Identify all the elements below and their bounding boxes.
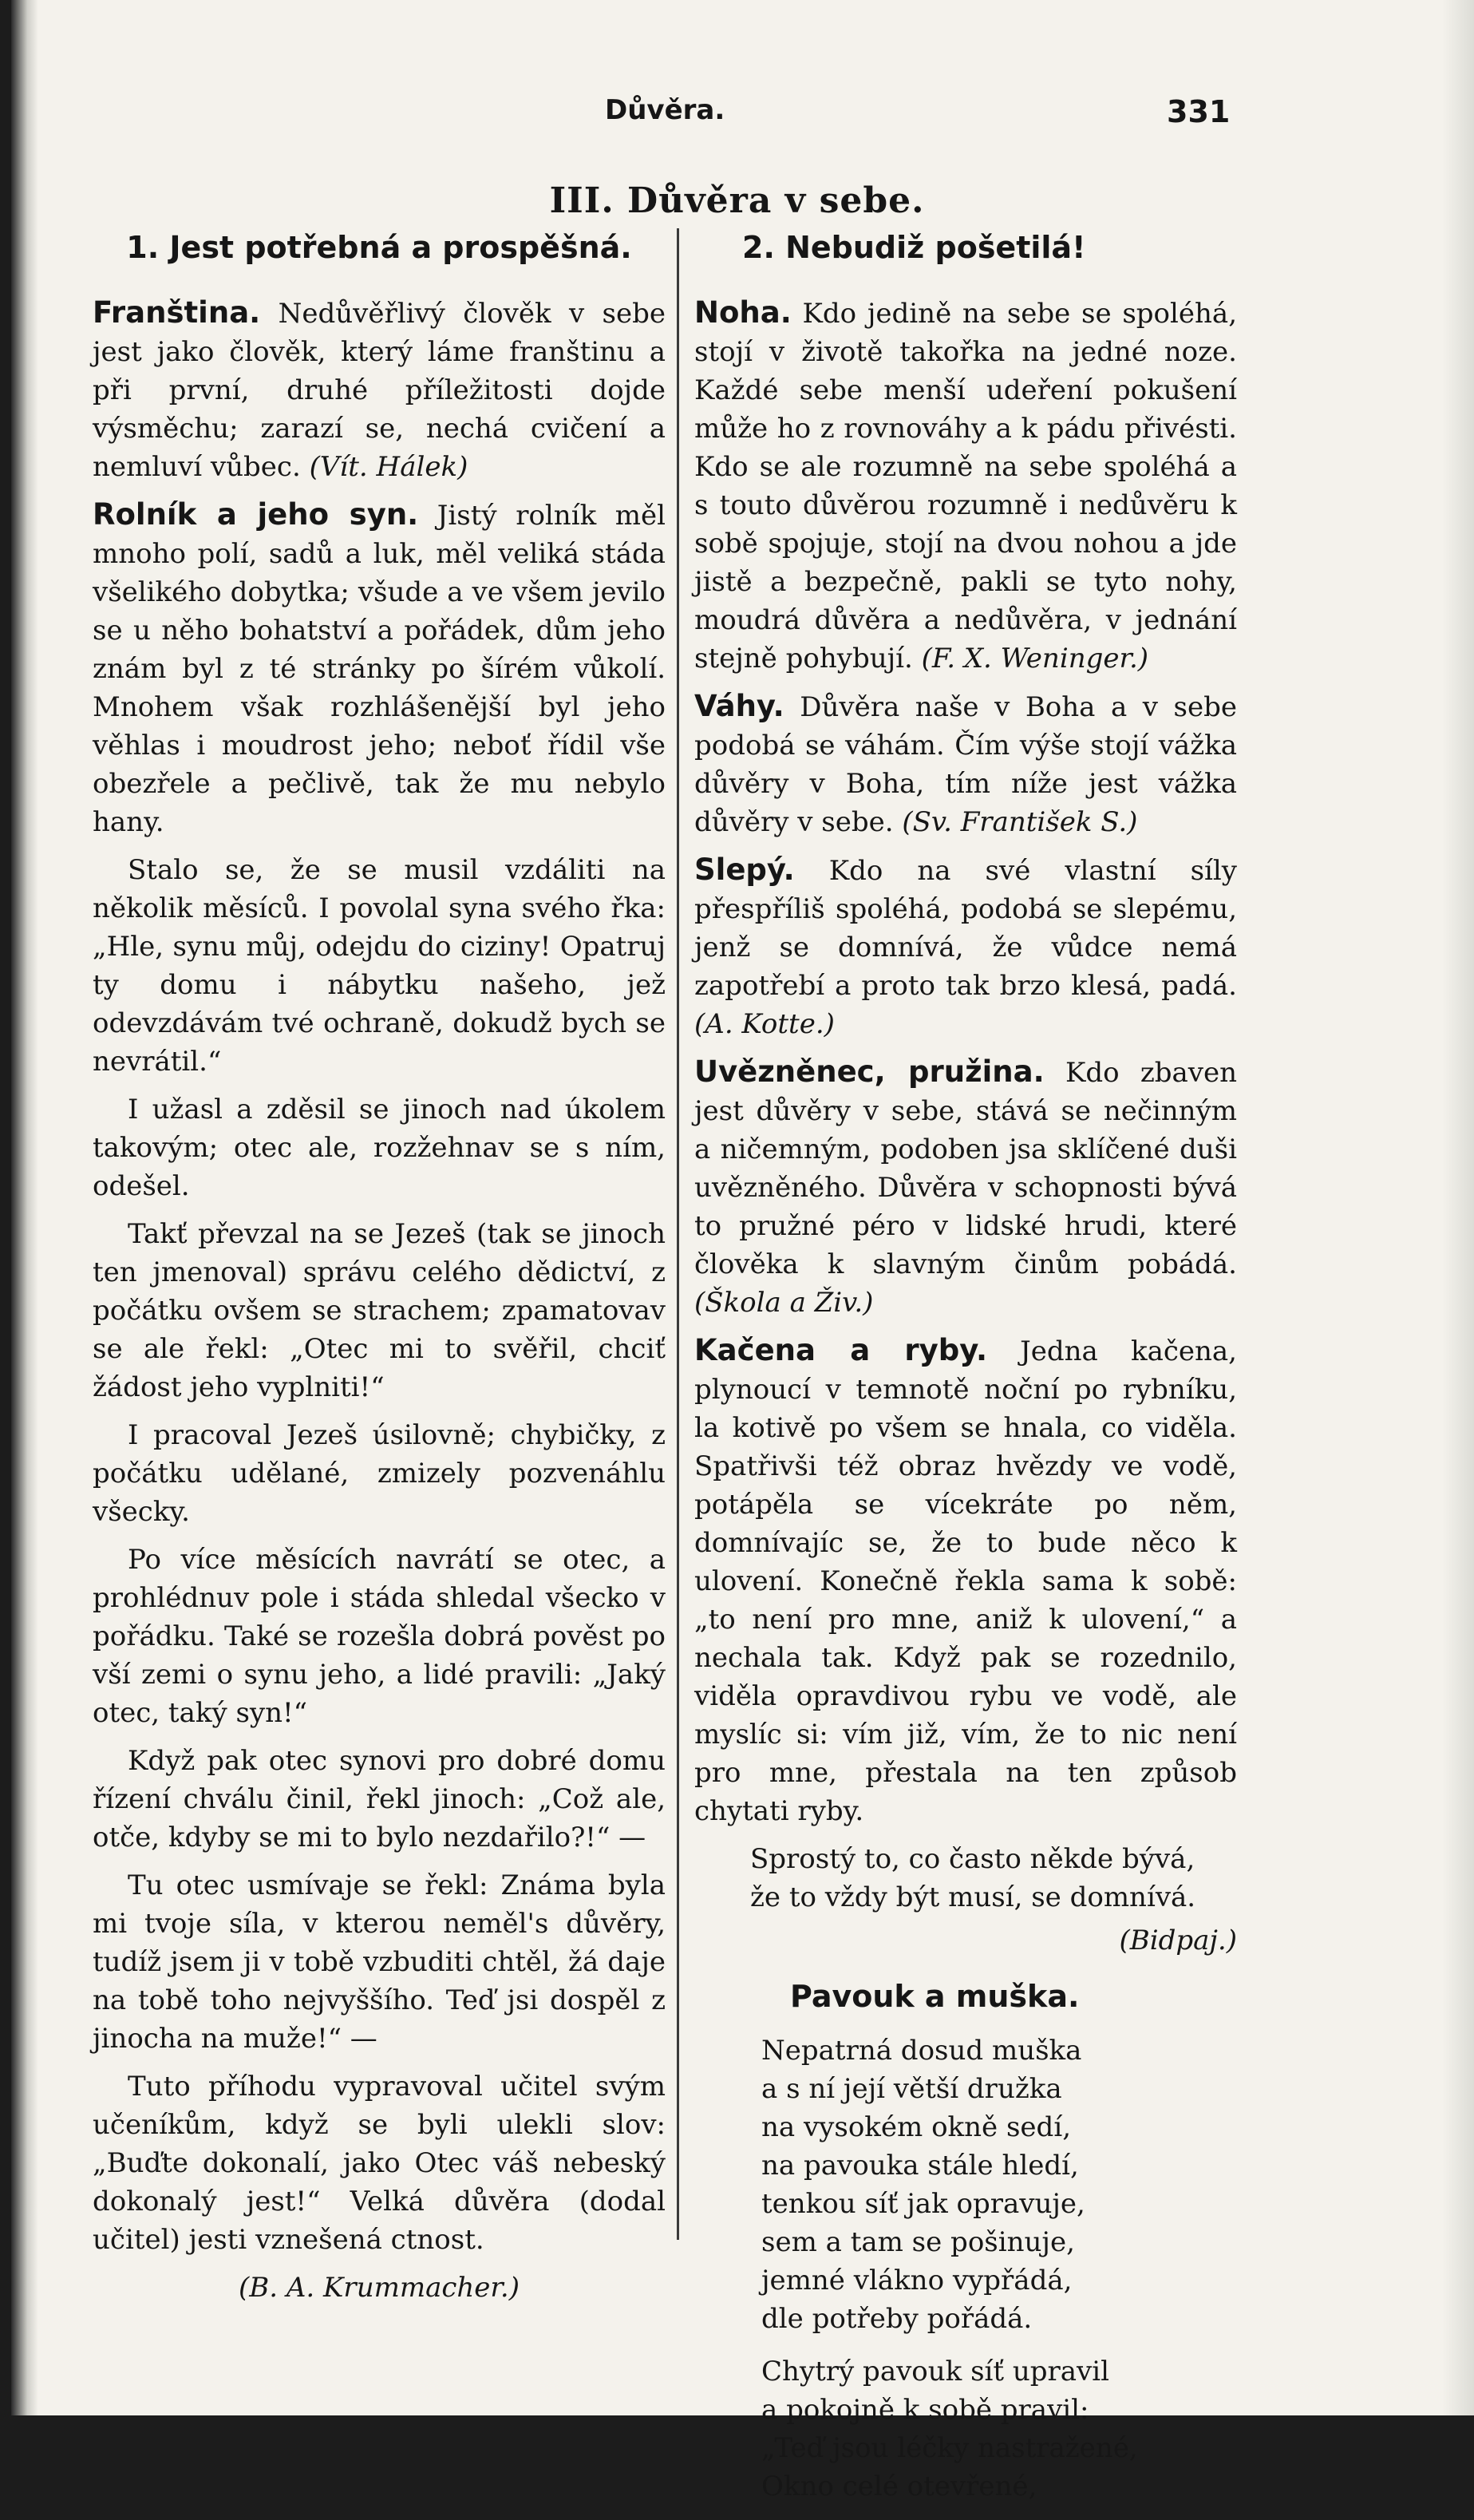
paragraph: I užasl a zděsil se jinoch nad úkolem takovým; otec ale, rozžehnav se s ním, odešel. [93, 1094, 666, 1202]
paragraph: Takť převzal na se Jezeš (tak se jinoch ten jmenoval) správu celého dědictví, z počátku ovšem se strachem; zpamatovav se ale řekl: „Otec mi to svěřil, chciť žádost jeho vyplniti!“ [93, 1218, 666, 1403]
poem-line: na vysokém okně sedí, [761, 2111, 1071, 2143]
moral-line: že to vždy být musí, se domnívá. [750, 1881, 1196, 1913]
poem-title: Pavouk a muška. [790, 1979, 1080, 2014]
running-head [0, 94, 1474, 142]
entry-source: (A. Kotte.) [694, 1008, 835, 1040]
entry-vahy [694, 687, 1237, 841]
entry-keyword: Rolník a jeho syn. [93, 497, 419, 532]
entry-uveznenec [694, 1053, 1237, 1322]
page-gutter-shadow [11, 0, 38, 2415]
entry-source: (Sv. František S.) [902, 806, 1138, 838]
entry-franstina [93, 294, 666, 486]
entry-text: Kdo na své vlastní síly přespříliš spoléhá, podobá se slepému, jenž se domnívá, že vůdce nemá zapotřebí a proto tak brzo klesá, padá. [694, 855, 1237, 1002]
entry-keyword: Váhy. [694, 689, 784, 723]
paragraph: Když pak otec synovi pro dobré domu řízení chválu činil, řekl jinoch: „Což ale, otče, kdyby se mi to bylo nezdařilo?!“ — [93, 1745, 666, 1853]
left-column-heading: 1. Jest potřebná a prospěšná. [126, 230, 632, 265]
poem-line: tenkou síť jak opravuje, [761, 2188, 1085, 2220]
section-title: III. Důvěra v sebe. [549, 180, 925, 221]
paragraph: Stalo se, že se musil vzdáliti na několik měsíců. I povolal syna svého řka: „Hle, synu můj, odejdu do ciziny! Opatruj ty domu i nábytku našeho, jež odevzdávám tvé ochraně, dokudž bych se nevrátil.“ [93, 854, 666, 1078]
poem-line: na pavouka stále hledí, [761, 2150, 1079, 2182]
moral-source: (Bidpaj.) [1119, 1925, 1237, 1956]
final-source: (B. A. Krummacher.) [239, 2272, 520, 2304]
column-divider [677, 228, 679, 2240]
paragraph: Tuto příhodu vypravoval učitel svým učeníkům, když se byli ulekli slov: „Buďte dokonalí, jako Otec váš nebeský dokonalý jest!“ Velká důvěra (dodal učitel) jesti vznešená ctnost. [93, 2071, 666, 2256]
poem-line: sem a tam se pošinuje, [761, 2226, 1075, 2258]
entry-text: Nedůvěřlivý člověk v sebe jest jako člověk, který láme franštinu a při první, druhé příležitosti dojde výsměchu; zarazí se, nechá cvičení a nemluví vůbec. [93, 298, 666, 483]
poem-line: Nepatrná dosud muška [761, 2035, 1082, 2067]
moral-verse [750, 1840, 1237, 1917]
entry-text: Kdo zbaven jest důvěry v sebe, stává se nečinným a ničemným, podoben jsa sklíčené duši uvězněného. Důvěra v schopnosti bývá to pružné péro v lidské hrudi, které člověka k slavným činům pobádá. [694, 1057, 1238, 1280]
poem-line: a s ní její větší družka [761, 2073, 1062, 2105]
entry-source: (Škola a Živ.) [694, 1287, 874, 1319]
entry-kacena [694, 1331, 1237, 1830]
entry-source: (Vít. Hálek) [309, 451, 468, 483]
poem-stanza-2 [761, 2352, 1237, 2506]
entry-text: Jedna kačena, plynoucí v temnotě noční po rybníku, la kotivě po všem se hnala, co viděla. Spatřivši též obraz hvězdy ve vodě, potápěla se vícekráte po něm, domnívajíc se, že to bude něco k ulovení. Konečně řekla sama k sobě: „to není pro mne, aniž k ulovení,“ a nechala tak. Když pak se rozednilo, viděla opravdivou rybu ve vodě, ale myslíc si: vím již, vím, že to nic není pro mne, přestala na ten způsob chytati ryby. [694, 1335, 1237, 1827]
entry-keyword: Noha. [694, 295, 792, 330]
entry-keyword: Uvězněnec, pružina. [694, 1054, 1045, 1089]
entry-keyword: Kačena a ryby. [694, 1333, 987, 1367]
entry-keyword: Slepý. [694, 853, 795, 887]
poem-stanza-1 [761, 2031, 1237, 2338]
poem-line: a pokojně k sobě pravil: [761, 2394, 1089, 2426]
page-edge-shadow [1442, 0, 1474, 2415]
moral-line: Sprostý to, co často někde bývá, [750, 1843, 1195, 1875]
page-number: 331 [1167, 94, 1231, 129]
paragraph: Po více měsících navrátí se otec, a prohlédnuv pole i stáda shledal všecko v pořádku. Také se rozešla dobrá pověst po vší zemi o synu jeho, a lidé pravili: „Jaký otec, taký syn!“ [93, 1544, 666, 1729]
entry-keyword: Franština. [93, 295, 261, 330]
poem-line: Chytrý pavouk síť upravil [761, 2356, 1110, 2387]
poem-line: jemné vlákno vypřádá, [761, 2265, 1073, 2296]
poem-line: Okno celé otevřené, [761, 2471, 1037, 2502]
paragraph: Tu otec usmívaje se řekl: Známa byla mi tvoje síla, v kterou neměl's důvěry, tudíž jsem ji v tobě vzbuditi chtěl, žá daje na tobě toho nejvyššího. Teď jsi dospěl z jinocha na muže!“ — [93, 1869, 666, 2055]
entry-text: Kdo jedině na sebe se spoléhá, stojí v životě takořka na jedné noze. Každé sebe menší udeření pokušení může ho z rovnováhy a k pádu přivésti. Kdo se ale rozumně na sebe spoléhá a s touto důvěrou rozumně i nedůvěru k sobě spojuje, stojí na dvou nohou a jde jistě a bezpečně, pakli se tyto nohy, moudrá důvěra a nedůvěra, v jednání stejně pohybují. [694, 298, 1238, 675]
poem-line: dle potřeby pořádá. [761, 2303, 1033, 2335]
left-column [93, 228, 666, 2307]
entry-rolnik [93, 496, 666, 841]
entry-source: (F. X. Weninger.) [921, 643, 1149, 675]
entry-slepy [694, 851, 1237, 1043]
poem-line: „Teď jsou léčky nastražené, [761, 2432, 1138, 2464]
entry-text: Důvěra naše v Boha a v sebe podobá se váhám. Čím výše stojí vážka důvěry v Boha, tím níže jest vážka důvěry v sebe. [694, 691, 1238, 838]
right-column-heading: 2. Nebudiž pošetilá! [742, 230, 1086, 265]
running-head-title: Důvěra. [605, 94, 725, 126]
entry-noha [694, 294, 1237, 678]
right-column [694, 228, 1237, 2520]
paragraph: I pracoval Jezeš úsilovně; chybičky, z počátku udělané, zmizely pozvenáhlu všecky. [93, 1419, 666, 1528]
entry-text: Jistý rolník měl mnoho polí, sadů a luk, měl veliká stáda všelikého dobytka; všude a ve všem jevilo se u něho bohatství a pořádek, dům jeho znám byl z té stránky po šírém vůkolí. Mnohem však rozhlášenější byl jeho věhlas i moudrost jeho; neboť řídil vše obezřele a pečlivě, tak že mu nebylo hany. [93, 500, 666, 838]
